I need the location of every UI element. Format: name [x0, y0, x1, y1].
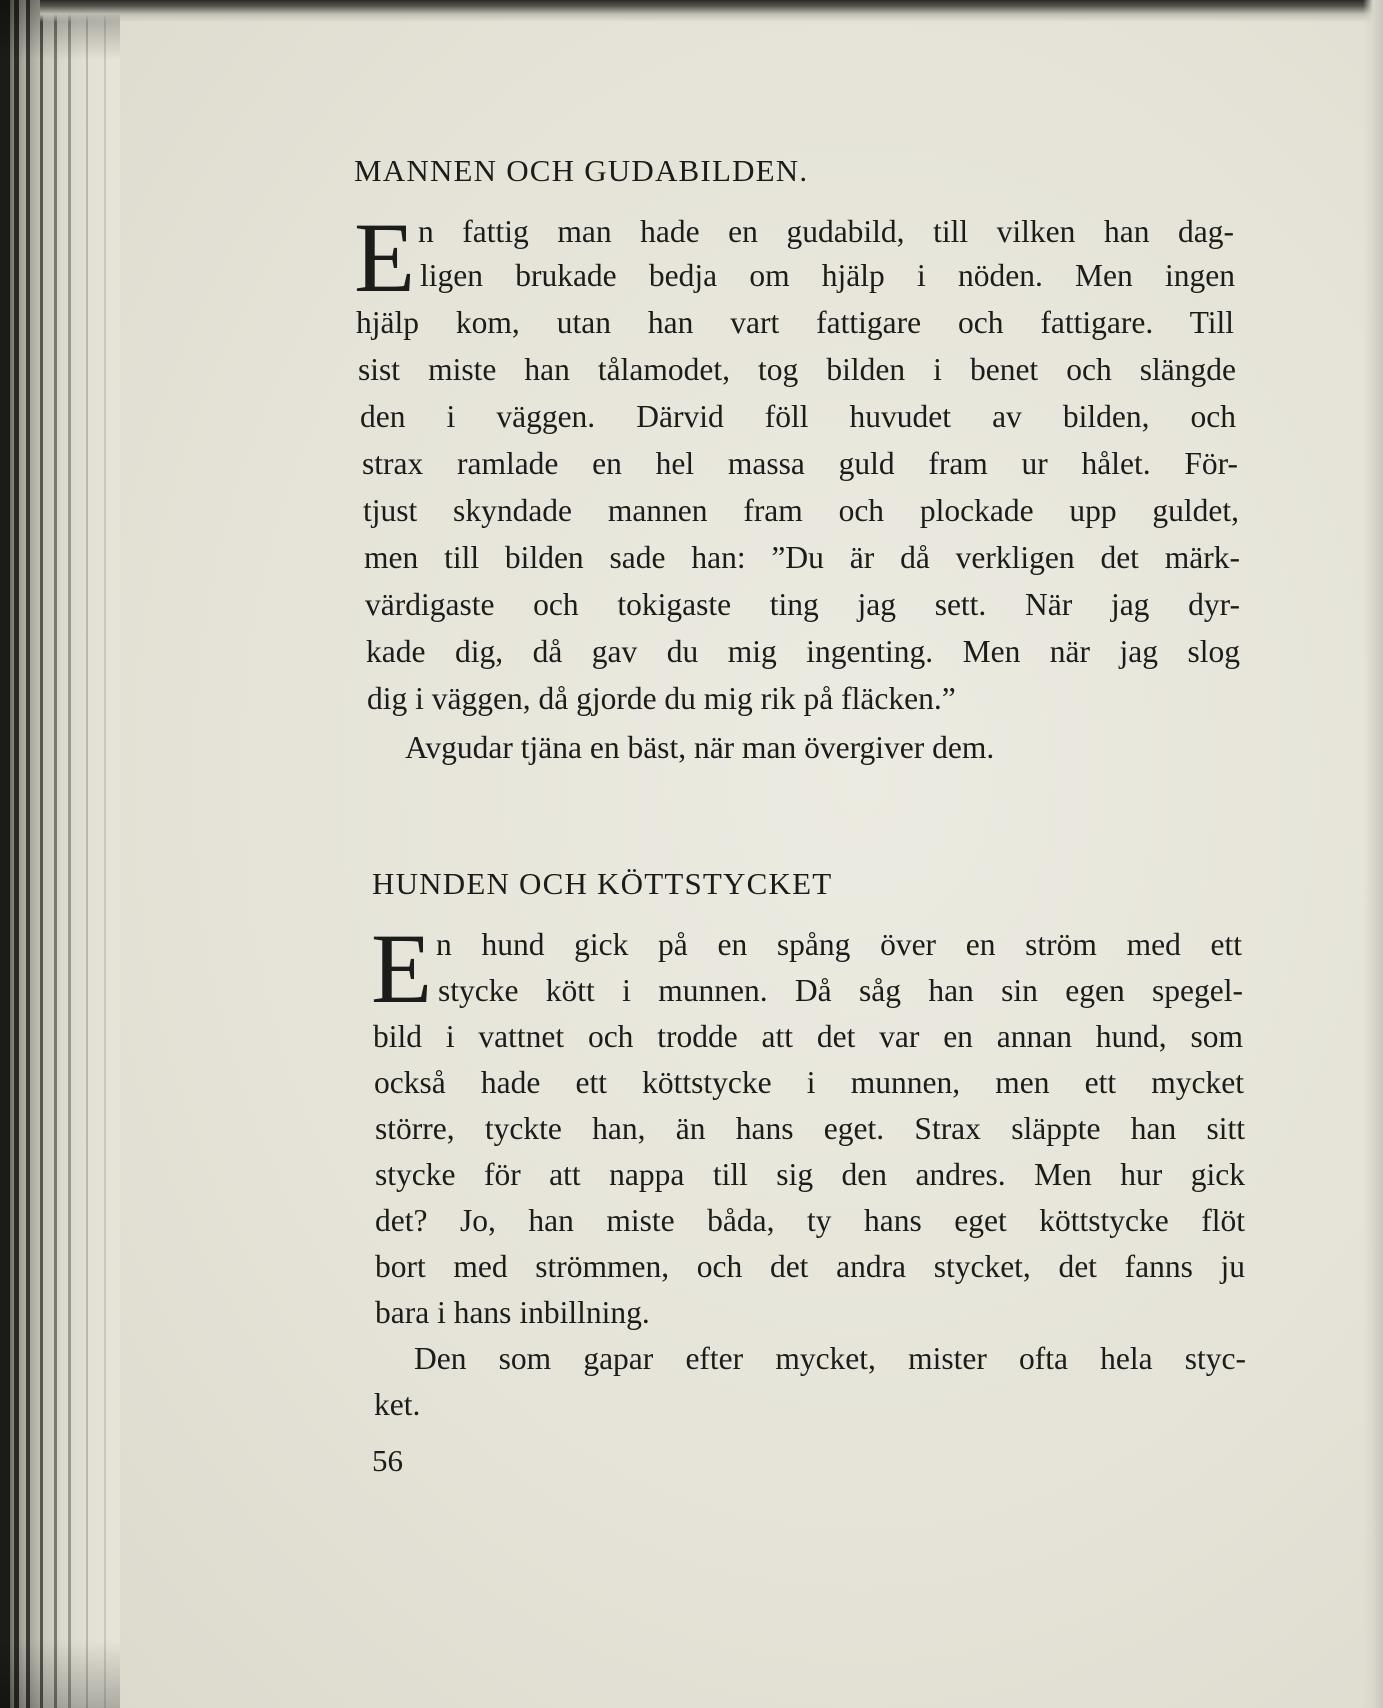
- text-line: bort med strömmen, och det andra stycket, det fanns ju: [375, 1249, 1245, 1284]
- text-line: n fattig man hade en gudabild, till vilken han dag-: [418, 214, 1234, 249]
- text-line: n hund gick på en spång över en ström med ett: [436, 927, 1242, 962]
- fable-moral: Den som gapar efter mycket, mister ofta hela styc-: [414, 1341, 1246, 1376]
- fable-moral: ket.: [374, 1387, 421, 1422]
- text-line: kade dig, då gav du mig ingenting. Men när jag slog: [366, 634, 1240, 669]
- fable-moral: Avgudar tjäna en bäst, när man övergiver dem.: [405, 730, 995, 765]
- fable-title: HUNDEN OCH KÖTTSTYCKET: [372, 866, 833, 901]
- text-line: bild i vattnet och trodde att det var en annan hund, som: [373, 1019, 1243, 1054]
- drop-cap: E: [371, 913, 433, 1024]
- text-line: stycke för att nappa till sig den andres. Men hur gick: [375, 1157, 1245, 1192]
- text-line: större, tyckte han, än hans eget. Strax släppte han sitt: [375, 1111, 1245, 1146]
- text-line: stycke kött i munnen. Då såg han sin egen spegel-: [438, 973, 1243, 1008]
- text-line: dig i väggen, då gjorde du mig rik på fläcken.”: [367, 681, 956, 716]
- text-line: strax ramlade en hel massa guld fram ur hålet. För-: [362, 446, 1238, 481]
- text-line: men till bilden sade han: ”Du är då verkligen det märk-: [364, 540, 1240, 575]
- text-line: det? Jo, han miste båda, ty hans eget köttstycke flöt: [375, 1203, 1245, 1238]
- text-line: ligen brukade bedja om hjälp i nöden. Men ingen: [420, 258, 1235, 293]
- text-line: hjälp kom, utan han vart fattigare och fattigare. Till: [356, 305, 1234, 340]
- drop-cap: E: [354, 202, 416, 313]
- text-line: också hade ett köttstycke i munnen, men ett mycket: [374, 1065, 1244, 1100]
- text-line: tjust skyndade mannen fram och plockade upp guldet,: [363, 493, 1239, 528]
- text-line: den i väggen. Därvid föll huvudet av bilden, och: [360, 399, 1236, 434]
- fable-title: MANNEN OCH GUDABILDEN.: [354, 153, 809, 188]
- text-line: sist miste han tålamodet, tog bilden i benet och slängde: [358, 352, 1236, 387]
- page-number: 56: [372, 1443, 403, 1478]
- text-line: bara i hans inbillning.: [375, 1295, 650, 1330]
- text-line: värdigaste och tokigaste ting jag sett. När jag dyr-: [365, 587, 1240, 622]
